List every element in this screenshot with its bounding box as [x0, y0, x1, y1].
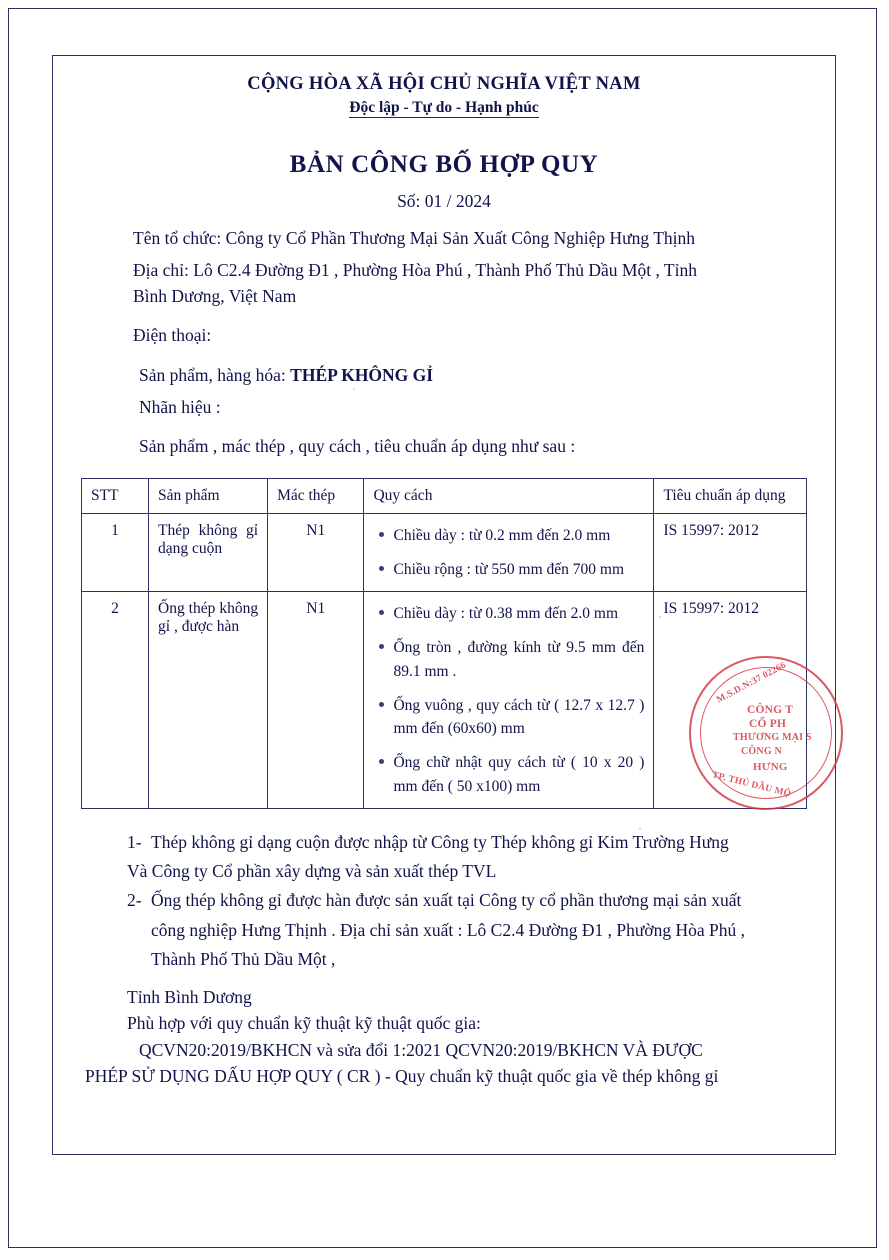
organization-field: [81, 226, 807, 251]
conformity-line-1: QCVN20:2019/BKHCN và sửa đổi 1:2021 QCVN20:2019/BKHCN VÀ ĐƯỢC: [139, 1039, 703, 1060]
table-header-row: [82, 478, 807, 513]
spec-list: [373, 602, 644, 798]
product-field: [81, 363, 807, 388]
closing-section: [81, 984, 807, 1089]
document-page: [52, 55, 836, 1155]
product-label: Sản phẩm, hàng hóa:: [139, 364, 286, 385]
notes-section: [81, 829, 807, 972]
cell-grade: N1: [268, 592, 364, 809]
specification-table: [81, 478, 807, 809]
seal-line-4: CÔNG N: [741, 746, 782, 757]
note-text: Ống thép không gỉ được hàn được sản xuất tại Công ty cổ phần thương mại sản xuất: [151, 890, 742, 911]
note-1: [81, 829, 807, 855]
spec-item: Chiều rộng : từ 550 mm đến 700 mm: [393, 558, 644, 581]
column-header-stt: STT: [82, 478, 149, 513]
seal-city: TP. THỦ DẦU MỘ: [710, 770, 792, 800]
cell-product: Thép không gỉ dạng cuộn: [149, 513, 268, 592]
cell-standard: IS 15997: 2012: [654, 592, 807, 809]
note-1-line2: Và Công ty Cổ phần xây dựng và sản xuất thép TVL: [127, 861, 497, 882]
scan-speck: [659, 616, 661, 618]
table-intro: Sản phẩm , mác thép , quy cách , tiêu chuẩn áp dụng như sau :: [139, 436, 576, 457]
cell-stt: 1: [82, 513, 149, 592]
spec-list: [373, 524, 644, 582]
cell-stt: 2: [82, 592, 149, 809]
brand-field: [81, 395, 807, 420]
note-text: Thép không gỉ dạng cuộn được nhập từ Công ty Thép không gỉ Kim Trường Hưng: [151, 831, 729, 852]
note-number: 1-: [127, 831, 142, 852]
column-header-spec: Quy cách: [364, 478, 654, 513]
product-value: THÉP KHÔNG GỈ: [290, 364, 434, 385]
column-header-standard: Tiêu chuẩn áp dụng: [654, 478, 807, 513]
phone-label: Điện thoại:: [133, 325, 212, 346]
address-value-line2: Bình Dương, Việt Nam: [133, 285, 297, 306]
seal-registration-number: M.S.D.N:37 02266: [715, 660, 788, 706]
note-2-line2: công nghiệp Hưng Thịnh . Địa chỉ sản xuất : Lô C2.4 Đường Đ1 , Phường Hòa Phú ,: [151, 919, 745, 940]
column-header-grade: Mác thép: [268, 478, 364, 513]
organization-value: Công ty Cổ Phần Thương Mại Sản Xuất Công Nghiệp Hưng Thịnh: [225, 228, 696, 248]
motto-text: Độc lập - Tự do - Hạnh phúc: [349, 99, 539, 116]
table-row: [82, 592, 807, 809]
motto-heading: [81, 99, 807, 117]
note-number: 2-: [127, 890, 142, 911]
organization-label: Tên tổ chức:: [133, 228, 222, 248]
document-title: BẢN CÔNG BỐ HỢP QUY: [289, 151, 599, 178]
note-2-line3: Thành Phố Thủ Dầu Một ,: [151, 948, 336, 969]
cell-standard: IS 15997: 2012: [654, 513, 807, 592]
seal-line-5: HƯNG: [753, 761, 788, 773]
scan-speck: [353, 388, 355, 390]
cell-spec: [364, 592, 654, 809]
address-value-line1: Lô C2.4 Đường Đ1 , Phường Hòa Phú , Thành Phố Thủ Dầu Một , Tỉnh: [193, 260, 697, 281]
column-header-product: Sản phẩm: [149, 478, 268, 513]
phone-field: [81, 323, 807, 348]
spec-item: Chiều dày : từ 0.38 mm đến 2.0 mm: [393, 602, 644, 625]
address-field: [81, 258, 807, 309]
cell-grade: N1: [268, 513, 364, 592]
address-label: Địa chỉ:: [133, 260, 189, 281]
conformity-intro: Phù hợp với quy chuẩn kỹ thuật kỹ thuật quốc gia:: [127, 1013, 481, 1034]
scan-speck: [639, 828, 641, 830]
cell-product: Ống thép không gỉ , được hàn: [149, 592, 268, 809]
seal-line-3: THƯƠNG MẠI S: [733, 732, 812, 743]
note-2: [81, 887, 807, 913]
spec-item: Ống tròn , đường kính từ 9.5 mm đến 89.1 mm .: [393, 636, 644, 683]
seal-line-1: CÔNG T: [747, 704, 794, 716]
province-line: Tỉnh Bình Dương: [127, 987, 252, 1008]
spec-item: Chiều dày : từ 0.2 mm đến 2.0 mm: [393, 524, 644, 547]
cell-spec: [364, 513, 654, 592]
spec-item: Ống vuông , quy cách từ ( 12.7 x 12.7 ) mm đến (60x60) mm: [393, 694, 644, 741]
spec-item: Ống chữ nhật quy cách từ ( 10 x 20 ) mm đến ( 50 x100) mm: [393, 751, 644, 798]
document-number: Số: 01 / 2024: [397, 191, 491, 211]
table-row: [82, 513, 807, 592]
document-body: [53, 56, 835, 1099]
brand-label: Nhãn hiệu :: [139, 396, 221, 417]
nation-heading: CỘNG HÒA XÃ HỘI CHỦ NGHĨA VIỆT NAM: [247, 74, 641, 94]
seal-line-2: CỔ PH: [749, 718, 787, 730]
conformity-line-2: PHÉP SỬ DỤNG DẤU HỢP QUY ( CR ) - Quy chuẩn kỹ thuật quốc gia về thép không gỉ: [85, 1065, 719, 1086]
